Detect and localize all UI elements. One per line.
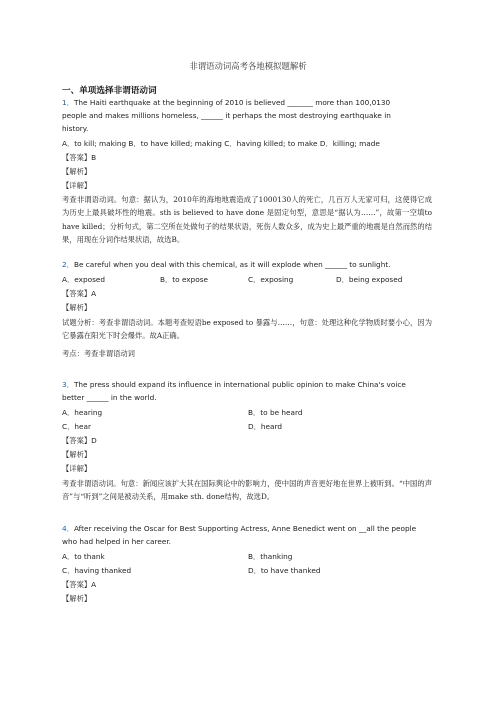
option-a: A．hearing: [62, 408, 103, 417]
option-b: B．thanking: [248, 552, 293, 561]
explanation-text: 考查非谓语动词。句意：据认为，2010年的海地地震造成了1000130人的死亡，几百万人无家可归，这使得它成为历史上最具破坏性的地震。sth is believed to have done 是固定句型，意思是“据认为……”，故第一空填to have killed；分析句式，第二空所在处做句子的结果状语，死伤人数众多，成为史上最严重的地震是自然而然的结果，用现在分词作结果状语，故选B。: [62, 195, 432, 245]
question-number: 2．: [62, 260, 74, 269]
option-b: B．to be heard: [248, 408, 303, 417]
question-number: 1．: [62, 98, 74, 107]
option-a: A．exposed: [62, 275, 105, 284]
explanation-label: 【详解】: [62, 181, 92, 190]
question-number: 3．: [62, 380, 74, 389]
answer-label: 【答案】A: [62, 289, 97, 298]
question-text: The Haiti earthquake at the beginning of 2010 is believed _______ more than 100,0130: [73, 98, 391, 107]
question-text: The press should expand its influence in international public opinion to make China's voice: [73, 380, 406, 389]
option-c: C．hear: [62, 422, 91, 431]
explanation-text: 考查非谓语动词。句意：新闻应该扩大其在国际舆论中的影响力，使中国的声音更好地在世界上被听到。“中国的声音”与“听到”之间是被动关系，用make sth. done结构，故选D。: [62, 479, 432, 502]
question-number: 4．: [62, 524, 74, 533]
analysis-label: 【解析】: [62, 450, 92, 459]
question-text: people and makes millions homeless, ______ it perhaps the most destroying earthquake in: [62, 111, 391, 120]
topic-note: 考点：考查非谓语动词: [62, 349, 135, 358]
option-b: B．to expose: [160, 275, 209, 284]
option-d: D．being exposed: [336, 275, 403, 284]
document-title: 非谓语动词高考各地模拟题解析: [189, 61, 307, 71]
question-1-stem: [62, 97, 434, 109]
question-text: who had helped in her career.: [62, 537, 171, 546]
question-2-stem: [62, 259, 434, 271]
option-a: A．to thank: [62, 552, 105, 561]
section-heading: 一、单项选择非谓语动词: [62, 86, 157, 96]
explanation-text: 试题分析：考查非谓语动词。本题考查短语be exposed to 暴露与……，句意：处理这种化学物质时要小心，因为它暴露在阳光下时会爆炸。故A正确。: [62, 318, 432, 341]
question-3-stem: [62, 379, 434, 391]
question-1-options: A．to kill; making B．to have killed; making C．having killed; to make D．killing; made: [62, 139, 380, 148]
question-text: history.: [62, 124, 89, 133]
question-text: better ______ in the world.: [62, 393, 157, 402]
answer-label: 【答案】A: [62, 580, 97, 589]
question-text: Be careful when you deal with this chemical, as it will explode when ______ to sunlight.: [73, 260, 391, 269]
question-4-stem: [62, 523, 434, 535]
analysis-label: 【解析】: [62, 594, 92, 603]
explanation-label: 【详解】: [62, 464, 92, 473]
option-c: C．having thanked: [62, 566, 132, 575]
answer-label: 【答案】B: [62, 153, 97, 162]
option-d: D．heard: [248, 422, 283, 431]
question-text: After receiving the Oscar for Best Supporting Actress, Anne Benedict went on __all the people: [73, 524, 417, 533]
analysis-label: 【解析】: [62, 167, 92, 176]
answer-label: 【答案】D: [62, 436, 97, 445]
option-c: C．exposing: [248, 275, 294, 284]
analysis-label: 【解析】: [62, 303, 92, 312]
option-d: D．to have thanked: [248, 566, 321, 575]
